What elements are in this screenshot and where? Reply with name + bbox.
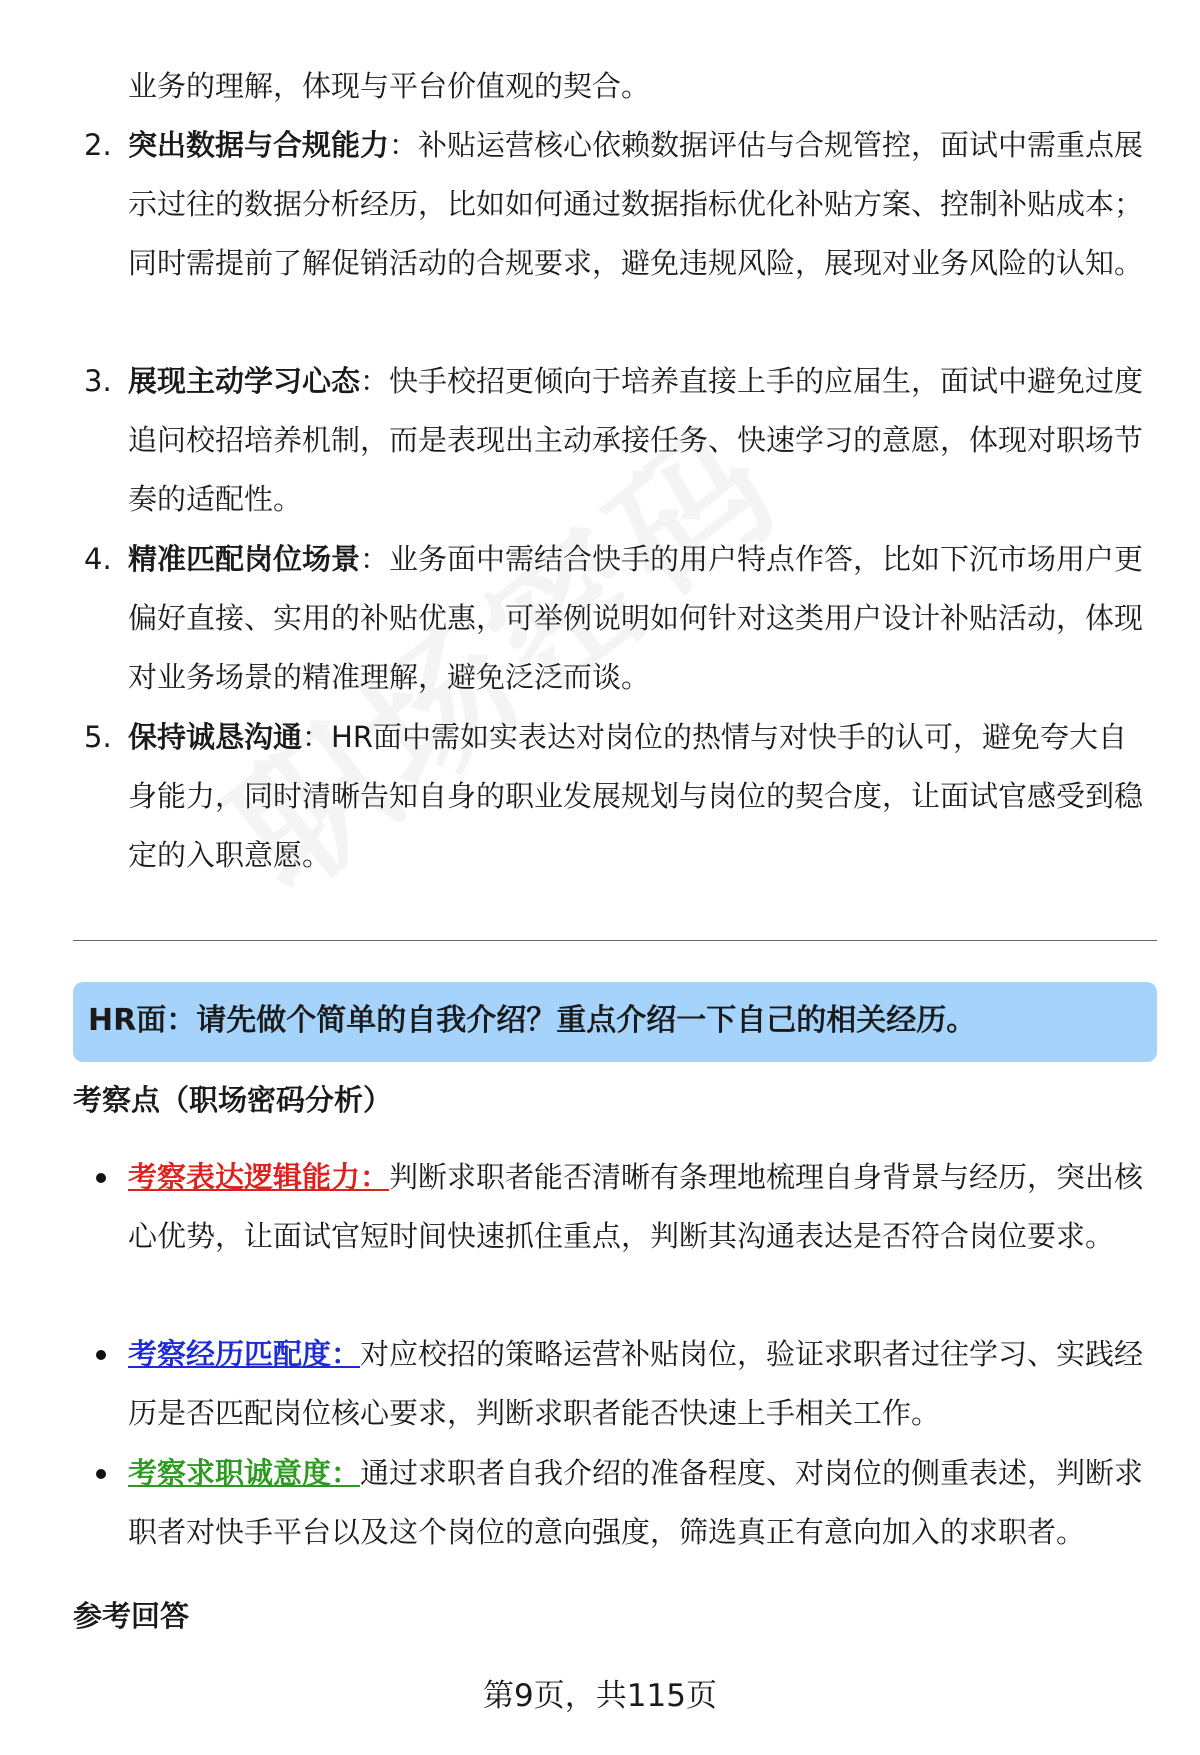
assessment-point bbox=[128, 1148, 1148, 1266]
tip-item bbox=[128, 708, 1148, 885]
continued-paragraph: 业务的理解，体现与平台价值观的契合。 bbox=[128, 69, 651, 103]
tip-title: 精准匹配岗位场景 bbox=[128, 542, 361, 576]
reference-answer-title: 参考回答 bbox=[73, 1599, 190, 1633]
assessment-label: 考察经历匹配度： bbox=[128, 1337, 361, 1371]
bullet-dot bbox=[96, 1469, 106, 1479]
page-footer: 第9页，共115页 bbox=[483, 1678, 717, 1714]
bullet-dot bbox=[96, 1350, 106, 1360]
tip-number: 3. bbox=[84, 364, 112, 398]
tip-title: 展现主动学习心态 bbox=[128, 364, 361, 398]
tip-item bbox=[128, 116, 1148, 293]
tip-title: 突出数据与合规能力 bbox=[128, 128, 390, 162]
tip-text: ：补贴运营核心依赖数据评估与合规管控，面试中需重点展示过往的数据分析经历，比如如何通过数据指标优化补贴方案、控制补贴成本；同时需提前了解促销活动的合规要求，避免违规风险，展现对业务风险的认知。 bbox=[128, 128, 1144, 280]
assessment-point bbox=[128, 1444, 1148, 1562]
tip-text: ：HR面中需如实表达对岗位的热情与对快手的认可，避免夸大自身能力，同时清晰告知自身的职业发展规划与岗位的契合度，让面试官感受到稳定的入职意愿。 bbox=[128, 720, 1144, 872]
assessment-text: 判断求职者能否清晰有条理地梳理自身背景与经历，突出核心优势，让面试官短时间快速抓住重点，判断其沟通表达是否符合岗位要求。 bbox=[128, 1160, 1144, 1253]
assessment-text: 通过求职者自我介绍的准备程度、对岗位的侧重表述，判断求职者对快手平台以及这个岗位的意向强度，筛选真正有意向加入的求职者。 bbox=[128, 1456, 1144, 1549]
bullet-dot bbox=[96, 1173, 106, 1183]
tip-title: 保持诚恳沟通 bbox=[128, 720, 303, 754]
tip-text: ：快手校招更倾向于培养直接上手的应届生，面试中避免过度追问校招培养机制，而是表现出主动承接任务、快速学习的意愿，体现对职场节奏的适配性。 bbox=[128, 364, 1144, 516]
assessment-point bbox=[128, 1325, 1148, 1443]
assessment-title: 考察点（职场密码分析） bbox=[73, 1083, 393, 1117]
tip-number: 5. bbox=[84, 720, 112, 754]
tip-item bbox=[128, 530, 1148, 707]
tip-number: 4. bbox=[84, 542, 112, 576]
tip-item bbox=[128, 352, 1148, 529]
section-divider bbox=[73, 940, 1157, 941]
assessment-label: 考察求职诚意度： bbox=[128, 1456, 361, 1490]
tip-number: 2. bbox=[84, 128, 112, 162]
tip-text: ：业务面中需结合快手的用户特点作答，比如下沉市场用户更偏好直接、实用的补贴优惠，可举例说明如何针对这类用户设计补贴活动，体现对业务场景的精准理解，避免泛泛而谈。 bbox=[128, 542, 1144, 694]
assessment-text: 对应校招的策略运营补贴岗位，验证求职者过往学习、实践经历是否匹配岗位核心要求，判断求职者能否快速上手相关工作。 bbox=[128, 1337, 1144, 1430]
assessment-label: 考察表达逻辑能力： bbox=[128, 1160, 390, 1194]
question-text: HR面：请先做个简单的自我介绍？重点介绍一下自己的相关经历。 bbox=[88, 1003, 977, 1038]
